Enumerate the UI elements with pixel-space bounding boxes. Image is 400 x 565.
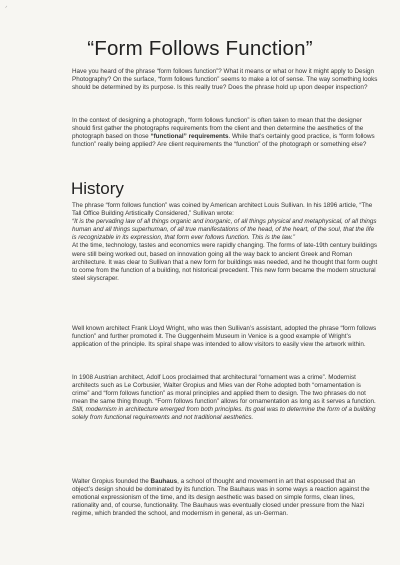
history-text-1a: The phrase “form follows function” was coined by American architect Louis Sullivan. In his 1896 article, “The Tall Office Building Artistically Considered,” Sullivan wrote:	[72, 202, 373, 218]
bauhaus-emphasis: Bauhaus	[150, 478, 178, 485]
intro-text-2a: In the context of designing a photograph, “form follows function” is often taken to mean that the designer should first gather the photographs requirements from the client and then determine the aesthetics of the photograph based on those	[72, 117, 364, 141]
history-paragraph-2	[72, 325, 378, 349]
history-text-4a: Walter Gropius founded the	[72, 478, 151, 485]
intro-text-1: Have you heard of the phrase “form follows function”? What it means or what or how it might apply to Design Photography? On the surface, “form follows function” seems to make a lot of sense. The way something looks should be determined by its purpose. Is this really true? Does the phrase hold up upon deeper inspection?	[72, 68, 378, 92]
page-title: “Form Follows Function”	[87, 37, 313, 60]
functional-requirements-emphasis: “functional” requirements	[150, 133, 229, 141]
history-text-4b: , a school of thought and movement in art that espoused that an object’s design should be dominated by its function. The Bauhaus was in some ways a reaction against the emotional expressionism of the time, and its design aesthetic was based on simple forms, clean lines, rationality and, of course, functionality. The Bauhaus was eventually closed under pressure from the Nazi regime, which branded the school, and modernism in general, as un-German.	[72, 478, 370, 518]
history-paragraph-4	[72, 478, 378, 518]
scan-mark: ᐟ	[5, 6, 8, 12]
intro-paragraph-2	[72, 117, 378, 149]
history-text-2: Well known architect Frank Lloyd Wright, who was then Sullivan’s assistant, adopted the phrase “form follows function” and further promoted it. The Guggenheim Museum in Venice is a good example of Wright’s application of the principle. Its spiral shape was intended to allow visitors to easily view the artwork within.	[72, 325, 377, 349]
intro-text-2b: . While that’s certainly good practice, is “form follows function” really being applied? Are client requirements the “function” of the photograph or something else?	[72, 133, 375, 149]
history-text-1b: At the time, technology, tastes and economics were rapidly changing. The forms of late-19th century buildings were still being worked out, based on innovation going all the way back to ancient Greek and Roman architecture. It was clear to Sullivan that a new form for buildings was needed, and he thought that form ought to come from the function of a building, not historical precedent. This new form became the modern structural steel skyscraper.	[72, 242, 378, 282]
intro-paragraph-1	[72, 68, 378, 92]
modernism-emphasis: Still, modernism in architecture emerged from both principles. Its goal was to determine the form of a building solely from functional requirements and not traditional aesthetics.	[72, 406, 376, 422]
history-paragraph-3	[72, 374, 378, 423]
intro-text-2	[72, 117, 378, 149]
history-text-3a: In 1908 Austrian architect, Adolf Loos proclaimed that architectural “ornament was a crime”. Modernist architects such as Le Corbusier, Walter Gropius and Mies van der Rohe adopted both “ornamentation is crime” and “form follows function” as moral principles and applied them to design. The two phrases do not mean the same thing though. “Form follows function” allows for ornamentation as long as it serves a function.	[72, 374, 376, 406]
sullivan-quote: “It is the pervading law of all things organic and inorganic, of all things physical and metaphysical, of all things human and all things superhuman, of all true manifestations of the head, of the heart, of the soul, that the life is recognizable in its expression, that form ever follows function. This is the law.”	[72, 218, 377, 242]
history-text-4	[72, 478, 378, 518]
history-heading: History	[71, 179, 124, 198]
history-paragraph-1	[72, 202, 378, 283]
